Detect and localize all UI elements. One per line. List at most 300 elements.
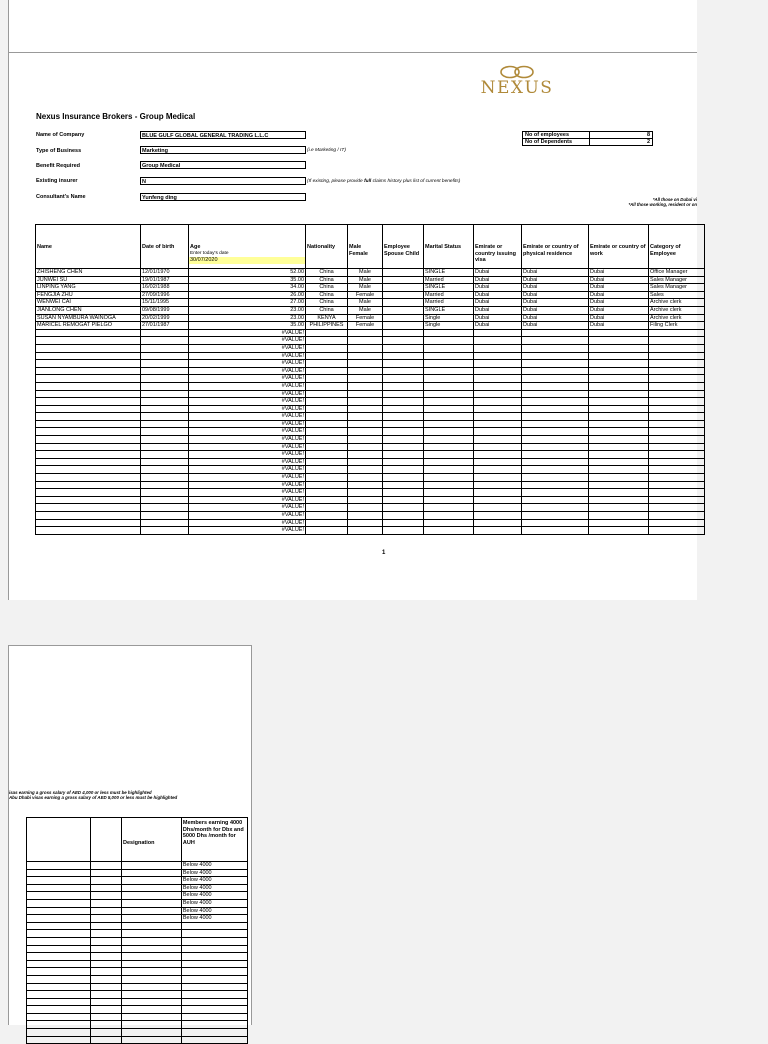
cell-visa[interactable]: Dubai [474, 314, 522, 322]
cell-marital[interactable] [424, 489, 474, 497]
cell-sex[interactable] [348, 413, 383, 421]
cell-dob[interactable] [141, 382, 189, 390]
cell-relation[interactable] [383, 519, 424, 527]
cell-age[interactable]: #VALUE! [189, 360, 306, 368]
cell-marital[interactable] [424, 360, 474, 368]
cell-residence[interactable]: Dubai [522, 284, 589, 292]
cell-category[interactable] [649, 375, 705, 383]
side-cell-designation[interactable] [121, 892, 181, 900]
cell-sex[interactable] [348, 428, 383, 436]
cell-visa[interactable] [474, 451, 522, 459]
cell-dob[interactable] [141, 474, 189, 482]
cell-work[interactable]: Dubai [589, 269, 649, 277]
cell-residence[interactable]: Dubai [522, 276, 589, 284]
cell-name[interactable] [36, 466, 141, 474]
cell-marital[interactable] [424, 405, 474, 413]
cell-nationality[interactable] [306, 451, 348, 459]
cell-sex[interactable] [348, 420, 383, 428]
cell-work[interactable] [589, 428, 649, 436]
side-cell-1[interactable] [27, 930, 91, 938]
cell-residence[interactable] [522, 382, 589, 390]
cell-sex[interactable]: Male [348, 276, 383, 284]
side-cell-1[interactable] [27, 991, 91, 999]
side-cell-members[interactable] [181, 998, 247, 1006]
cell-name[interactable] [36, 398, 141, 406]
side-cell-members[interactable] [181, 1013, 247, 1021]
side-cell-designation[interactable] [121, 975, 181, 983]
cell-visa[interactable]: Dubai [474, 276, 522, 284]
cell-marital[interactable] [424, 367, 474, 375]
cell-sex[interactable]: Male [348, 306, 383, 314]
cell-category[interactable] [649, 466, 705, 474]
side-cell-2[interactable] [91, 975, 122, 983]
cell-visa[interactable] [474, 512, 522, 520]
cell-residence[interactable]: Dubai [522, 306, 589, 314]
cell-marital[interactable] [424, 413, 474, 421]
cell-dob[interactable] [141, 451, 189, 459]
cell-residence[interactable] [522, 428, 589, 436]
cell-work[interactable] [589, 344, 649, 352]
cell-marital[interactable] [424, 382, 474, 390]
cell-sex[interactable] [348, 474, 383, 482]
cell-dob[interactable] [141, 527, 189, 535]
cell-work[interactable]: Dubai [589, 276, 649, 284]
cell-name[interactable] [36, 436, 141, 444]
cell-sex[interactable] [348, 329, 383, 337]
cell-age[interactable]: #VALUE! [189, 390, 306, 398]
cell-marital[interactable]: Married [424, 299, 474, 307]
cell-dob[interactable] [141, 519, 189, 527]
cell-visa[interactable] [474, 398, 522, 406]
cell-visa[interactable] [474, 519, 522, 527]
side-cell-2[interactable] [91, 1013, 122, 1021]
cell-name[interactable] [36, 496, 141, 504]
side-cell-designation[interactable] [121, 877, 181, 885]
insurer-field[interactable]: N [140, 177, 306, 185]
side-cell-2[interactable] [91, 907, 122, 915]
side-cell-designation[interactable] [121, 930, 181, 938]
cell-category[interactable] [649, 367, 705, 375]
cell-name[interactable] [36, 405, 141, 413]
cell-relation[interactable] [383, 299, 424, 307]
cell-nationality[interactable]: PHILIPPINES [306, 322, 348, 330]
cell-age[interactable]: 27.00 [189, 299, 306, 307]
cell-sex[interactable] [348, 443, 383, 451]
cell-dob[interactable]: 27/09/1996 [141, 291, 189, 299]
cell-nationality[interactable] [306, 474, 348, 482]
cell-name[interactable]: FENGJIA ZHU [36, 291, 141, 299]
cell-category[interactable] [649, 519, 705, 527]
cell-visa[interactable] [474, 413, 522, 421]
cell-nationality[interactable] [306, 382, 348, 390]
cell-name[interactable] [36, 474, 141, 482]
cell-name[interactable] [36, 390, 141, 398]
cell-marital[interactable] [424, 474, 474, 482]
cell-visa[interactable]: Dubai [474, 291, 522, 299]
cell-work[interactable] [589, 360, 649, 368]
cell-sex[interactable] [348, 481, 383, 489]
cell-age[interactable]: #VALUE! [189, 420, 306, 428]
cell-work[interactable] [589, 489, 649, 497]
cell-dob[interactable] [141, 344, 189, 352]
side-cell-designation[interactable] [121, 991, 181, 999]
cell-age[interactable]: #VALUE! [189, 344, 306, 352]
side-cell-2[interactable] [91, 1006, 122, 1014]
cell-visa[interactable] [474, 382, 522, 390]
cell-name[interactable] [36, 504, 141, 512]
cell-dob[interactable] [141, 458, 189, 466]
cell-age[interactable]: #VALUE! [189, 375, 306, 383]
side-cell-2[interactable] [91, 945, 122, 953]
cell-category[interactable] [649, 398, 705, 406]
cell-dob[interactable]: 19/01/1987 [141, 276, 189, 284]
cell-nationality[interactable] [306, 436, 348, 444]
cell-relation[interactable] [383, 489, 424, 497]
cell-nationality[interactable] [306, 519, 348, 527]
cell-dob[interactable]: 16/02/1988 [141, 284, 189, 292]
cell-marital[interactable] [424, 512, 474, 520]
cell-category[interactable] [649, 489, 705, 497]
cell-category[interactable] [649, 329, 705, 337]
side-cell-members[interactable] [181, 937, 247, 945]
cell-sex[interactable] [348, 519, 383, 527]
cell-age[interactable]: #VALUE! [189, 436, 306, 444]
cell-sex[interactable] [348, 512, 383, 520]
cell-marital[interactable] [424, 375, 474, 383]
cell-dob[interactable]: 12/01/1970 [141, 269, 189, 277]
cell-name[interactable]: MARICEL REMOGAT PIELGO [36, 322, 141, 330]
cell-visa[interactable] [474, 428, 522, 436]
cell-relation[interactable] [383, 367, 424, 375]
side-cell-2[interactable] [91, 960, 122, 968]
cell-name[interactable]: JUNWEI SU [36, 276, 141, 284]
cell-nationality[interactable]: China [306, 284, 348, 292]
cell-name[interactable] [36, 443, 141, 451]
cell-age[interactable]: #VALUE! [189, 474, 306, 482]
side-cell-members[interactable] [181, 1036, 247, 1044]
cell-residence[interactable] [522, 458, 589, 466]
cell-category[interactable]: Filing Clerk [649, 322, 705, 330]
side-cell-2[interactable] [91, 922, 122, 930]
cell-age[interactable]: 52.00 [189, 269, 306, 277]
cell-nationality[interactable] [306, 360, 348, 368]
dependents-count-value[interactable]: 2 [590, 139, 653, 146]
cell-residence[interactable] [522, 443, 589, 451]
cell-category[interactable] [649, 337, 705, 345]
cell-category[interactable] [649, 474, 705, 482]
cell-sex[interactable] [348, 398, 383, 406]
cell-dob[interactable] [141, 367, 189, 375]
cell-residence[interactable] [522, 413, 589, 421]
cell-name[interactable] [36, 367, 141, 375]
cell-category[interactable] [649, 443, 705, 451]
cell-age[interactable]: 35.00 [189, 322, 306, 330]
cell-visa[interactable]: Dubai [474, 322, 522, 330]
cell-residence[interactable] [522, 474, 589, 482]
cell-dob[interactable]: 20/02/1999 [141, 314, 189, 322]
cell-nationality[interactable] [306, 375, 348, 383]
business-field[interactable]: Marketing [140, 146, 306, 154]
cell-relation[interactable] [383, 474, 424, 482]
cell-nationality[interactable] [306, 329, 348, 337]
cell-nationality[interactable] [306, 458, 348, 466]
cell-relation[interactable] [383, 284, 424, 292]
side-cell-1[interactable] [27, 945, 91, 953]
cell-visa[interactable] [474, 375, 522, 383]
cell-category[interactable] [649, 496, 705, 504]
cell-marital[interactable] [424, 420, 474, 428]
side-cell-members[interactable]: Below 4000 [181, 862, 247, 870]
cell-work[interactable] [589, 527, 649, 535]
cell-relation[interactable] [383, 481, 424, 489]
cell-name[interactable] [36, 382, 141, 390]
cell-marital[interactable] [424, 481, 474, 489]
side-cell-1[interactable] [27, 899, 91, 907]
cell-work[interactable] [589, 436, 649, 444]
cell-marital[interactable] [424, 329, 474, 337]
cell-dob[interactable] [141, 512, 189, 520]
side-cell-2[interactable] [91, 1021, 122, 1029]
cell-relation[interactable] [383, 451, 424, 459]
cell-sex[interactable]: Male [348, 269, 383, 277]
cell-name[interactable]: LINPING YANG [36, 284, 141, 292]
cell-dob[interactable] [141, 436, 189, 444]
cell-age[interactable]: #VALUE! [189, 489, 306, 497]
side-cell-designation[interactable] [121, 998, 181, 1006]
cell-residence[interactable]: Dubai [522, 299, 589, 307]
cell-name[interactable]: SUSAN NYAMBURA WAINOGA [36, 314, 141, 322]
cell-work[interactable] [589, 466, 649, 474]
cell-marital[interactable] [424, 443, 474, 451]
cell-age[interactable]: 23.00 [189, 306, 306, 314]
side-cell-designation[interactable] [121, 983, 181, 991]
cell-nationality[interactable] [306, 352, 348, 360]
cell-sex[interactable] [348, 489, 383, 497]
cell-marital[interactable] [424, 436, 474, 444]
side-cell-designation[interactable] [121, 1013, 181, 1021]
side-cell-1[interactable] [27, 862, 91, 870]
side-cell-designation[interactable] [121, 1029, 181, 1037]
cell-name[interactable]: JIANLONG CHEN [36, 306, 141, 314]
side-cell-members[interactable] [181, 922, 247, 930]
cell-marital[interactable] [424, 428, 474, 436]
cell-relation[interactable] [383, 466, 424, 474]
side-cell-members[interactable]: Below 4000 [181, 869, 247, 877]
side-cell-1[interactable] [27, 937, 91, 945]
age-date-input[interactable]: 30/07/2020 [189, 257, 305, 264]
cell-age[interactable]: 35.00 [189, 276, 306, 284]
cell-marital[interactable] [424, 504, 474, 512]
cell-marital[interactable]: Single [424, 322, 474, 330]
cell-sex[interactable] [348, 436, 383, 444]
side-cell-designation[interactable] [121, 915, 181, 923]
cell-relation[interactable] [383, 322, 424, 330]
cell-work[interactable]: Dubai [589, 284, 649, 292]
cell-nationality[interactable] [306, 420, 348, 428]
side-cell-designation[interactable] [121, 953, 181, 961]
cell-age[interactable]: #VALUE! [189, 466, 306, 474]
side-cell-members[interactable] [181, 1006, 247, 1014]
cell-name[interactable] [36, 451, 141, 459]
cell-marital[interactable]: SINGLE [424, 284, 474, 292]
side-cell-2[interactable] [91, 869, 122, 877]
cell-dob[interactable]: 27/01/1987 [141, 322, 189, 330]
cell-sex[interactable] [348, 352, 383, 360]
side-cell-members[interactable]: Below 4000 [181, 892, 247, 900]
cell-residence[interactable] [522, 405, 589, 413]
cell-age[interactable]: #VALUE! [189, 337, 306, 345]
cell-nationality[interactable] [306, 443, 348, 451]
cell-name[interactable] [36, 527, 141, 535]
cell-work[interactable]: Dubai [589, 306, 649, 314]
cell-relation[interactable] [383, 276, 424, 284]
side-cell-2[interactable] [91, 1029, 122, 1037]
cell-marital[interactable]: Single [424, 314, 474, 322]
cell-marital[interactable] [424, 390, 474, 398]
side-cell-members[interactable] [181, 960, 247, 968]
cell-marital[interactable] [424, 337, 474, 345]
cell-dob[interactable] [141, 337, 189, 345]
side-cell-2[interactable] [91, 862, 122, 870]
cell-category[interactable]: Sales [649, 291, 705, 299]
side-cell-designation[interactable] [121, 899, 181, 907]
cell-work[interactable] [589, 481, 649, 489]
cell-visa[interactable] [474, 420, 522, 428]
side-cell-1[interactable] [27, 877, 91, 885]
cell-marital[interactable] [424, 344, 474, 352]
side-cell-2[interactable] [91, 937, 122, 945]
cell-work[interactable]: Dubai [589, 291, 649, 299]
side-cell-1[interactable] [27, 922, 91, 930]
cell-nationality[interactable]: China [306, 291, 348, 299]
cell-work[interactable] [589, 337, 649, 345]
cell-residence[interactable] [522, 367, 589, 375]
cell-nationality[interactable]: China [306, 306, 348, 314]
cell-work[interactable] [589, 329, 649, 337]
side-cell-2[interactable] [91, 899, 122, 907]
cell-relation[interactable] [383, 375, 424, 383]
cell-dob[interactable] [141, 398, 189, 406]
cell-marital[interactable]: SINGLE [424, 306, 474, 314]
cell-name[interactable] [36, 360, 141, 368]
side-cell-2[interactable] [91, 877, 122, 885]
cell-nationality[interactable] [306, 512, 348, 520]
side-cell-designation[interactable] [121, 922, 181, 930]
cell-relation[interactable] [383, 269, 424, 277]
cell-marital[interactable]: Married [424, 291, 474, 299]
cell-name[interactable] [36, 337, 141, 345]
side-cell-designation[interactable] [121, 960, 181, 968]
cell-age[interactable]: #VALUE! [189, 443, 306, 451]
side-cell-1[interactable] [27, 1006, 91, 1014]
cell-sex[interactable] [348, 360, 383, 368]
side-cell-members[interactable] [181, 1021, 247, 1029]
cell-marital[interactable]: SINGLE [424, 269, 474, 277]
cell-sex[interactable] [348, 458, 383, 466]
cell-category[interactable]: Office Manager [649, 269, 705, 277]
cell-sex[interactable] [348, 337, 383, 345]
cell-visa[interactable] [474, 436, 522, 444]
cell-category[interactable] [649, 527, 705, 535]
side-cell-designation[interactable] [121, 1021, 181, 1029]
cell-relation[interactable] [383, 360, 424, 368]
cell-relation[interactable] [383, 344, 424, 352]
cell-dob[interactable] [141, 375, 189, 383]
side-cell-1[interactable] [27, 1013, 91, 1021]
cell-name[interactable] [36, 481, 141, 489]
side-cell-1[interactable] [27, 1036, 91, 1044]
cell-visa[interactable] [474, 481, 522, 489]
side-cell-designation[interactable] [121, 907, 181, 915]
cell-visa[interactable] [474, 466, 522, 474]
cell-category[interactable] [649, 390, 705, 398]
cell-residence[interactable] [522, 352, 589, 360]
cell-name[interactable] [36, 512, 141, 520]
cell-work[interactable] [589, 512, 649, 520]
cell-name[interactable]: WENWEI CAI [36, 299, 141, 307]
cell-residence[interactable] [522, 489, 589, 497]
cell-dob[interactable] [141, 489, 189, 497]
cell-visa[interactable] [474, 458, 522, 466]
cell-relation[interactable] [383, 458, 424, 466]
employees-count-value[interactable]: 8 [590, 132, 653, 139]
cell-marital[interactable] [424, 527, 474, 535]
side-cell-2[interactable] [91, 968, 122, 976]
cell-residence[interactable] [522, 360, 589, 368]
cell-work[interactable] [589, 352, 649, 360]
cell-residence[interactable] [522, 436, 589, 444]
cell-relation[interactable] [383, 382, 424, 390]
cell-work[interactable] [589, 375, 649, 383]
cell-name[interactable] [36, 344, 141, 352]
cell-age[interactable]: 26.00 [189, 291, 306, 299]
cell-work[interactable] [589, 367, 649, 375]
cell-category[interactable] [649, 436, 705, 444]
cell-relation[interactable] [383, 390, 424, 398]
cell-work[interactable] [589, 519, 649, 527]
cell-age[interactable]: #VALUE! [189, 428, 306, 436]
cell-nationality[interactable] [306, 344, 348, 352]
cell-relation[interactable] [383, 405, 424, 413]
cell-residence[interactable] [522, 481, 589, 489]
cell-nationality[interactable] [306, 481, 348, 489]
cell-visa[interactable] [474, 352, 522, 360]
cell-category[interactable]: Archive clerk [649, 299, 705, 307]
cell-visa[interactable] [474, 504, 522, 512]
cell-dob[interactable] [141, 329, 189, 337]
cell-relation[interactable] [383, 291, 424, 299]
cell-nationality[interactable] [306, 466, 348, 474]
cell-category[interactable] [649, 512, 705, 520]
cell-name[interactable] [36, 519, 141, 527]
cell-residence[interactable] [522, 329, 589, 337]
side-cell-1[interactable] [27, 998, 91, 1006]
cell-age[interactable]: #VALUE! [189, 382, 306, 390]
cell-relation[interactable] [383, 504, 424, 512]
cell-name[interactable] [36, 428, 141, 436]
cell-dob[interactable] [141, 466, 189, 474]
cell-dob[interactable] [141, 443, 189, 451]
cell-visa[interactable]: Dubai [474, 306, 522, 314]
cell-dob[interactable]: 09/08/1999 [141, 306, 189, 314]
cell-sex[interactable] [348, 496, 383, 504]
cell-residence[interactable]: Dubai [522, 322, 589, 330]
cell-age[interactable]: #VALUE! [189, 329, 306, 337]
cell-dob[interactable]: 15/11/1995 [141, 299, 189, 307]
cell-dob[interactable] [141, 428, 189, 436]
cell-age[interactable]: #VALUE! [189, 512, 306, 520]
cell-work[interactable] [589, 398, 649, 406]
